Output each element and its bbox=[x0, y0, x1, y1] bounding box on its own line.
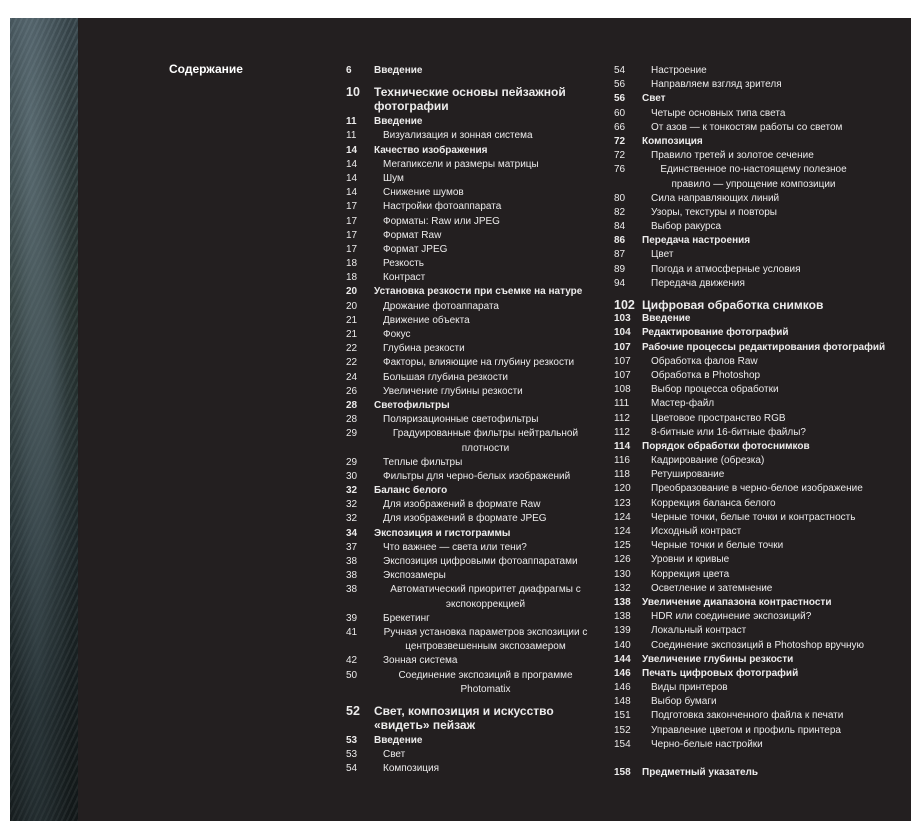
landscape-photo-strip bbox=[10, 18, 78, 821]
toc-page-number: 138 bbox=[614, 596, 631, 608]
toc-section[interactable] bbox=[614, 326, 904, 340]
toc-page-number: 14 bbox=[346, 144, 358, 156]
toc-page-number: 125 bbox=[614, 540, 631, 552]
toc-page-number: 10 bbox=[346, 85, 360, 100]
toc-page-number: 72 bbox=[614, 135, 626, 147]
toc-page-number: 120 bbox=[614, 483, 631, 495]
toc-page-number: 111 bbox=[614, 398, 630, 410]
toc-page-number: 158 bbox=[614, 767, 631, 779]
toc-subsection[interactable] bbox=[346, 427, 606, 455]
toc-page-number: 124 bbox=[614, 526, 631, 538]
toc-entry-title: Фокус bbox=[383, 329, 411, 340]
toc-subsection[interactable] bbox=[346, 669, 606, 697]
toc-subsection[interactable] bbox=[614, 525, 904, 539]
toc-page-number: 14 bbox=[346, 172, 358, 184]
toc-entry-title: Брекетинг bbox=[383, 612, 430, 624]
toc-page-number: 11 bbox=[346, 130, 357, 142]
toc-entry-title: Передача движения bbox=[651, 277, 745, 289]
toc-subsection[interactable] bbox=[346, 569, 606, 583]
toc-entry-title: Управление цветом и профиль принтера bbox=[651, 724, 841, 736]
toc-subsection[interactable] bbox=[614, 624, 904, 638]
toc-entry-title: Движение объекта bbox=[383, 314, 470, 326]
toc-entry-title: Преобразование в черно-белое изображение bbox=[651, 483, 863, 495]
toc-entry-title: Исходный контраст bbox=[651, 526, 742, 538]
toc-subsection[interactable] bbox=[614, 206, 904, 220]
toc-page-number: 154 bbox=[614, 738, 631, 750]
toc-page-number: 104 bbox=[614, 327, 631, 339]
toc-page-number: 82 bbox=[614, 206, 626, 218]
toc-subsection[interactable] bbox=[346, 541, 606, 555]
toc-subsection[interactable] bbox=[614, 724, 904, 738]
toc-entry-title: Градуированные фильтры нейтральной плотности bbox=[392, 428, 579, 454]
toc-entry-title: Соединение экспозиций в программе Photomatix bbox=[398, 669, 573, 695]
toc-section[interactable] bbox=[614, 766, 904, 780]
toc-section[interactable] bbox=[614, 653, 904, 667]
toc-page-number: 17 bbox=[346, 201, 358, 213]
toc-entry-title: Технические основы пейзажной фотографии bbox=[374, 85, 566, 114]
toc-entry-title: Уровни и кривые bbox=[651, 554, 730, 566]
toc-entry-title: Автоматический приоритет диафрагмы с экспокоррекцией bbox=[390, 584, 581, 610]
toc-subsection[interactable] bbox=[346, 342, 606, 356]
toc-page-number: 18 bbox=[346, 258, 358, 270]
toc-subsection[interactable] bbox=[614, 553, 904, 567]
toc-entry-title: Установка резкости при съемке на натуре bbox=[374, 286, 583, 298]
toc-page-number: 132 bbox=[614, 582, 631, 594]
toc-subsection[interactable] bbox=[346, 626, 606, 654]
toc-section[interactable] bbox=[614, 341, 904, 355]
toc-section[interactable] bbox=[614, 440, 904, 454]
toc-page-number: 87 bbox=[614, 249, 626, 261]
toc-page-number: 107 bbox=[614, 355, 631, 367]
toc-entry-title: Кадрирование (обрезка) bbox=[651, 455, 765, 467]
toc-entry-title: Зонная система bbox=[383, 655, 458, 667]
toc-entry-title: Теплые фильтры bbox=[383, 456, 463, 468]
toc-page-number: 41 bbox=[346, 626, 358, 638]
toc-page-number: 29 bbox=[346, 428, 358, 440]
toc-entry-title: Цвет bbox=[651, 249, 674, 261]
toc-page-number: 66 bbox=[614, 121, 626, 133]
toc-subsection[interactable] bbox=[346, 498, 606, 512]
toc-subsection[interactable] bbox=[614, 497, 904, 511]
toc-page-number: 38 bbox=[346, 584, 358, 596]
toc-subsection[interactable] bbox=[614, 192, 904, 206]
toc-entry-title: Настройки фотоаппарата bbox=[383, 201, 502, 213]
toc-entry-title: Единственное по-настоящему полезное правило — упрощение композиции bbox=[660, 164, 847, 190]
toc-page-number: 28 bbox=[346, 414, 358, 426]
toc-subsection[interactable] bbox=[346, 385, 606, 399]
toc-subsection[interactable] bbox=[346, 172, 606, 186]
toc-spacer bbox=[614, 752, 904, 766]
toc-subsection[interactable] bbox=[614, 64, 904, 78]
toc-subsection[interactable] bbox=[614, 121, 904, 135]
toc-entry-title: Для изображений в формате JPEG bbox=[383, 513, 547, 525]
toc-subsection[interactable] bbox=[346, 456, 606, 470]
toc-subsection[interactable] bbox=[614, 369, 904, 383]
toc-page-number: 146 bbox=[614, 667, 631, 679]
toc-subsection[interactable] bbox=[346, 158, 606, 172]
toc-entry-title: Коррекция цвета bbox=[651, 568, 730, 580]
toc-entry-title: Формат Raw bbox=[383, 229, 442, 241]
toc-page-number: 38 bbox=[346, 570, 358, 582]
toc-page-number: 17 bbox=[346, 243, 358, 255]
toc-page-number: 80 bbox=[614, 192, 626, 204]
toc-subsection[interactable] bbox=[614, 355, 904, 369]
toc-page-number: 89 bbox=[614, 263, 626, 275]
toc-subsection[interactable] bbox=[614, 610, 904, 624]
toc-entry-title: Факторы, влияющие на глубину резкости bbox=[383, 357, 575, 369]
toc-entry-title: Передача настроения bbox=[642, 235, 751, 247]
toc-subsection[interactable] bbox=[614, 695, 904, 709]
toc-entry-title: Резкость bbox=[383, 258, 424, 270]
toc-subsection[interactable] bbox=[346, 200, 606, 214]
toc-section[interactable] bbox=[614, 234, 904, 248]
toc-page-number: 6 bbox=[346, 65, 352, 76]
toc-page-number: 20 bbox=[346, 286, 358, 298]
toc-section[interactable] bbox=[614, 596, 904, 610]
toc-page-number: 56 bbox=[614, 93, 626, 105]
toc-page-number: 94 bbox=[614, 277, 626, 289]
toc-page-number: 138 bbox=[614, 611, 631, 623]
toc-column-right bbox=[614, 64, 904, 780]
toc-subsection[interactable] bbox=[614, 163, 904, 191]
toc-entry-title: Формат JPEG bbox=[383, 243, 448, 255]
toc-entry-title: Качество изображения bbox=[374, 144, 488, 156]
toc-page-number: 118 bbox=[614, 469, 630, 481]
toc-page-number: 14 bbox=[346, 158, 358, 170]
toc-subsection[interactable] bbox=[346, 356, 606, 370]
toc-entry-title: Мегапиксели и размеры матрицы bbox=[383, 158, 539, 170]
toc-entry-title: Что важнее — света или тени? bbox=[383, 541, 527, 553]
toc-subsection[interactable] bbox=[614, 639, 904, 653]
toc-page-number: 32 bbox=[346, 485, 358, 497]
toc-page-number: 112 bbox=[614, 412, 630, 424]
toc-entry-title: Визуализация и зонная система bbox=[383, 130, 533, 142]
toc-entry-title: Печать цифровых фотографий bbox=[642, 667, 799, 679]
toc-subsection[interactable] bbox=[614, 248, 904, 262]
toc-page-number: 56 bbox=[614, 79, 626, 91]
toc-chapter[interactable] bbox=[614, 298, 904, 312]
toc-subsection[interactable] bbox=[614, 482, 904, 496]
toc-entry-title: Коррекция баланса белого bbox=[651, 497, 776, 509]
toc-entry-title: Выбор процесса обработки bbox=[651, 384, 779, 396]
toc-entry-title: Для изображений в формате Raw bbox=[383, 499, 541, 511]
toc-page-number: 103 bbox=[614, 313, 631, 325]
toc-page-number: 102 bbox=[614, 298, 635, 313]
toc-entry-title: Черные точки и белые точки bbox=[651, 540, 784, 552]
toc-subsection[interactable] bbox=[614, 383, 904, 397]
toc-page-number: 86 bbox=[614, 235, 626, 247]
toc-subsection[interactable] bbox=[614, 412, 904, 426]
toc-entry-title: Соединение экспозиций в Photoshop вручную bbox=[651, 639, 865, 651]
toc-subsection[interactable] bbox=[346, 300, 606, 314]
toc-entry-title: Черно-белые настройки bbox=[651, 738, 763, 750]
toc-entry-title: От азов — к тонкостям работы со светом bbox=[651, 121, 843, 133]
toc-entry-title: Выбор ракурса bbox=[651, 221, 722, 233]
toc-section[interactable] bbox=[614, 312, 904, 326]
toc-entry-title: Введение bbox=[374, 734, 423, 746]
toc-subsection[interactable] bbox=[346, 654, 606, 668]
toc-entry-title: Свет, композиция и искусство «видеть» пейзаж bbox=[374, 703, 554, 732]
toc-page-number: 20 bbox=[346, 300, 358, 312]
toc-page-number: 32 bbox=[346, 499, 358, 511]
toc-subsection[interactable] bbox=[346, 186, 606, 200]
toc-subsection[interactable] bbox=[614, 511, 904, 525]
toc-subsection[interactable] bbox=[346, 271, 606, 285]
toc-column-left bbox=[346, 64, 606, 777]
toc-entry-title: 8-битные или 16-битные файлы? bbox=[651, 426, 806, 438]
toc-entry-title: Предметный указатель bbox=[642, 767, 759, 779]
toc-page-number: 53 bbox=[346, 749, 358, 761]
toc-section[interactable] bbox=[346, 144, 606, 158]
toc-page-number: 22 bbox=[346, 357, 358, 369]
toc-entry-title: Баланс белого bbox=[374, 485, 448, 497]
toc-subsection[interactable] bbox=[614, 149, 904, 163]
toc-entry-title: Снижение шумов bbox=[383, 187, 464, 199]
toc-subsection[interactable] bbox=[346, 129, 606, 143]
toc-page-number: 26 bbox=[346, 385, 358, 397]
toc-subsection[interactable] bbox=[346, 314, 606, 328]
toc-subsection[interactable] bbox=[346, 748, 606, 762]
toc-subsection[interactable] bbox=[614, 681, 904, 695]
toc-entry-title: Цифровая обработка снимков bbox=[642, 298, 824, 313]
toc-subsection[interactable] bbox=[614, 582, 904, 596]
toc-section[interactable] bbox=[346, 734, 606, 748]
toc-subsection[interactable] bbox=[614, 468, 904, 482]
toc-page-number: 60 bbox=[614, 107, 626, 119]
toc-entry-title: Настроение bbox=[651, 65, 707, 76]
toc-subsection[interactable] bbox=[614, 277, 904, 291]
toc-subsection[interactable] bbox=[614, 454, 904, 468]
toc-page-number: 21 bbox=[346, 329, 358, 340]
toc-entry-title: Введение bbox=[642, 313, 691, 325]
toc-entry-title: Выбор бумаги bbox=[651, 696, 717, 708]
toc-entry-title: Свет bbox=[642, 93, 666, 105]
toc-entry-title: Порядок обработки фотоснимков bbox=[642, 440, 810, 452]
toc-page-number: 32 bbox=[346, 513, 358, 525]
toc-subsection[interactable] bbox=[346, 555, 606, 569]
toc-page-number: 30 bbox=[346, 470, 358, 482]
toc-section[interactable] bbox=[346, 285, 606, 299]
toc-section[interactable] bbox=[346, 484, 606, 498]
toc-subsection[interactable] bbox=[346, 413, 606, 427]
toc-page-number: 76 bbox=[614, 164, 626, 176]
toc-subsection[interactable] bbox=[346, 257, 606, 271]
toc-entry-title: Увеличение глубины резкости bbox=[642, 653, 794, 665]
toc-entry-title: Контраст bbox=[383, 272, 426, 284]
toc-entry-title: Глубина резкости bbox=[383, 343, 465, 355]
toc-entry-title: Мастер-файл bbox=[651, 398, 715, 410]
toc-subsection[interactable] bbox=[346, 215, 606, 229]
toc-page-number: 144 bbox=[614, 653, 631, 665]
toc-page-number: 108 bbox=[614, 384, 631, 396]
toc-entry-title: Увеличение глубины резкости bbox=[383, 385, 523, 397]
toc-entry-title: Направляем взгляд зрителя bbox=[651, 79, 782, 91]
toc-entry-title: Осветление и затемнение bbox=[651, 582, 773, 594]
toc-subsection[interactable] bbox=[346, 762, 606, 776]
toc-entry-title: Экспозиция и гистограммы bbox=[374, 527, 511, 539]
toc-entry-title: Подготовка законченного файла к печати bbox=[651, 710, 844, 722]
toc-subsection[interactable] bbox=[614, 709, 904, 723]
toc-page-number: 72 bbox=[614, 150, 626, 162]
toc-page-number: 21 bbox=[346, 314, 358, 326]
toc-entry-title: Композиция bbox=[642, 135, 703, 147]
toc-page-number: 50 bbox=[346, 669, 358, 681]
toc-entry-title: Введение bbox=[374, 116, 423, 128]
toc-subsection[interactable] bbox=[614, 107, 904, 121]
toc-section[interactable] bbox=[614, 92, 904, 106]
toc-page-number: 140 bbox=[614, 639, 631, 651]
toc-subsection[interactable] bbox=[346, 328, 606, 342]
toc-chapter[interactable] bbox=[346, 85, 606, 115]
toc-page-number: 116 bbox=[614, 455, 630, 467]
toc-subsection[interactable] bbox=[614, 397, 904, 411]
toc-entry-title: Шум bbox=[383, 172, 404, 184]
toc-page-number: 107 bbox=[614, 341, 631, 353]
toc-page-number: 11 bbox=[346, 116, 357, 128]
toc-page-number: 29 bbox=[346, 456, 358, 468]
toc-entry-title: Ручная установка параметров экспозиции с центровзвешенным экспозамером bbox=[383, 626, 588, 653]
toc-page-number: 139 bbox=[614, 625, 631, 637]
toc-page-number: 114 bbox=[614, 440, 631, 452]
toc-entry-title: Введение bbox=[374, 65, 423, 76]
toc-entry-title: Обработка фалов Raw bbox=[651, 355, 758, 367]
toc-page-number: 54 bbox=[346, 763, 358, 775]
page-title: Содержание bbox=[169, 62, 243, 76]
book-page bbox=[10, 18, 911, 821]
toc-entry-title: Черные точки, белые точки и контрастность bbox=[651, 511, 856, 523]
toc-subsection[interactable] bbox=[614, 220, 904, 234]
toc-page-number: 22 bbox=[346, 343, 358, 355]
toc-chapter[interactable] bbox=[346, 704, 606, 734]
toc-page-number: 112 bbox=[614, 426, 630, 438]
toc-entry-title: Правило третей и золотое сечение bbox=[651, 150, 814, 162]
toc-page-number: 52 bbox=[346, 703, 360, 718]
toc-entry-title: Сила направляющих линий bbox=[651, 192, 780, 204]
toc-page-number: 107 bbox=[614, 369, 631, 381]
toc-page-number: 53 bbox=[346, 734, 358, 746]
toc-entry-title: Фильтры для черно-белых изображений bbox=[383, 470, 571, 482]
toc-page-number: 130 bbox=[614, 568, 631, 580]
toc-subsection[interactable] bbox=[346, 229, 606, 243]
toc-page-number: 151 bbox=[614, 710, 631, 722]
toc-subsection[interactable] bbox=[614, 738, 904, 752]
toc-entry-title: Узоры, текстуры и повторы bbox=[651, 206, 777, 218]
toc-page-number: 84 bbox=[614, 221, 626, 233]
toc-entry-title: HDR или соединение экспозиций? bbox=[651, 611, 812, 623]
toc-section[interactable] bbox=[346, 64, 606, 78]
toc-subsection[interactable] bbox=[346, 512, 606, 526]
toc-page-number: 146 bbox=[614, 682, 631, 694]
toc-page-number: 18 bbox=[346, 272, 358, 284]
toc-subsection[interactable] bbox=[614, 568, 904, 582]
toc-page-number: 34 bbox=[346, 527, 358, 539]
toc-page-number: 54 bbox=[614, 65, 626, 76]
toc-subsection[interactable] bbox=[346, 583, 606, 611]
toc-subsection[interactable] bbox=[614, 263, 904, 277]
toc-entry-title: Ретуширование bbox=[651, 469, 725, 481]
toc-subsection[interactable] bbox=[614, 539, 904, 553]
toc-entry-title: Локальный контраст bbox=[651, 625, 747, 637]
toc-page-number: 17 bbox=[346, 215, 358, 227]
toc-entry-title: Экспозиция цифровыми фотоаппаратами bbox=[383, 556, 578, 568]
toc-entry-title: Большая глубина резкости bbox=[383, 371, 508, 383]
toc-section[interactable] bbox=[346, 527, 606, 541]
toc-entry-title: Редактирование фотографий bbox=[642, 327, 789, 339]
toc-page-number: 38 bbox=[346, 556, 358, 568]
toc-entry-title: Виды принтеров bbox=[651, 682, 728, 694]
toc-page-number: 126 bbox=[614, 554, 631, 566]
toc-section[interactable] bbox=[614, 135, 904, 149]
toc-subsection[interactable] bbox=[614, 78, 904, 92]
toc-subsection[interactable] bbox=[346, 371, 606, 385]
toc-entry-title: Цветовое пространство RGB bbox=[651, 412, 786, 424]
toc-entry-title: Погода и атмосферные условия bbox=[651, 263, 801, 275]
toc-subsection[interactable] bbox=[346, 243, 606, 257]
toc-entry-title: Обработка в Photoshop bbox=[651, 369, 761, 381]
toc-page-number: 148 bbox=[614, 696, 631, 708]
toc-page-number: 152 bbox=[614, 724, 631, 736]
toc-entry-title: Дрожание фотоаппарата bbox=[383, 300, 499, 312]
toc-page-number: 39 bbox=[346, 612, 358, 624]
toc-entry-title: Композиция bbox=[383, 763, 440, 775]
toc-page-number: 14 bbox=[346, 187, 358, 199]
toc-entry-title: Экспозамеры bbox=[383, 570, 446, 582]
toc-page-number: 17 bbox=[346, 229, 358, 241]
toc-entry-title: Свет bbox=[383, 749, 406, 761]
toc-section[interactable] bbox=[346, 115, 606, 129]
toc-subsection[interactable] bbox=[346, 470, 606, 484]
toc-section[interactable] bbox=[614, 667, 904, 681]
toc-page-number: 37 bbox=[346, 541, 358, 553]
toc-entry-title: Рабочие процессы редактирования фотографий bbox=[642, 341, 886, 353]
toc-section[interactable] bbox=[346, 399, 606, 413]
toc-page-number: 124 bbox=[614, 511, 631, 523]
toc-page-number: 24 bbox=[346, 371, 358, 383]
toc-entry-title: Светофильтры bbox=[374, 399, 450, 411]
toc-subsection[interactable] bbox=[346, 612, 606, 626]
toc-subsection[interactable] bbox=[614, 426, 904, 440]
toc-entry-title: Четыре основных типа света bbox=[651, 107, 786, 119]
toc-entry-title: Поляризационные светофильтры bbox=[383, 414, 539, 426]
toc-page-number: 42 bbox=[346, 655, 358, 667]
toc-page-number: 28 bbox=[346, 399, 358, 411]
toc-page-number: 123 bbox=[614, 497, 631, 509]
toc-entry-title: Форматы: Raw или JPEG bbox=[383, 215, 500, 227]
toc-entry-title: Увеличение диапазона контрастности bbox=[642, 596, 832, 608]
